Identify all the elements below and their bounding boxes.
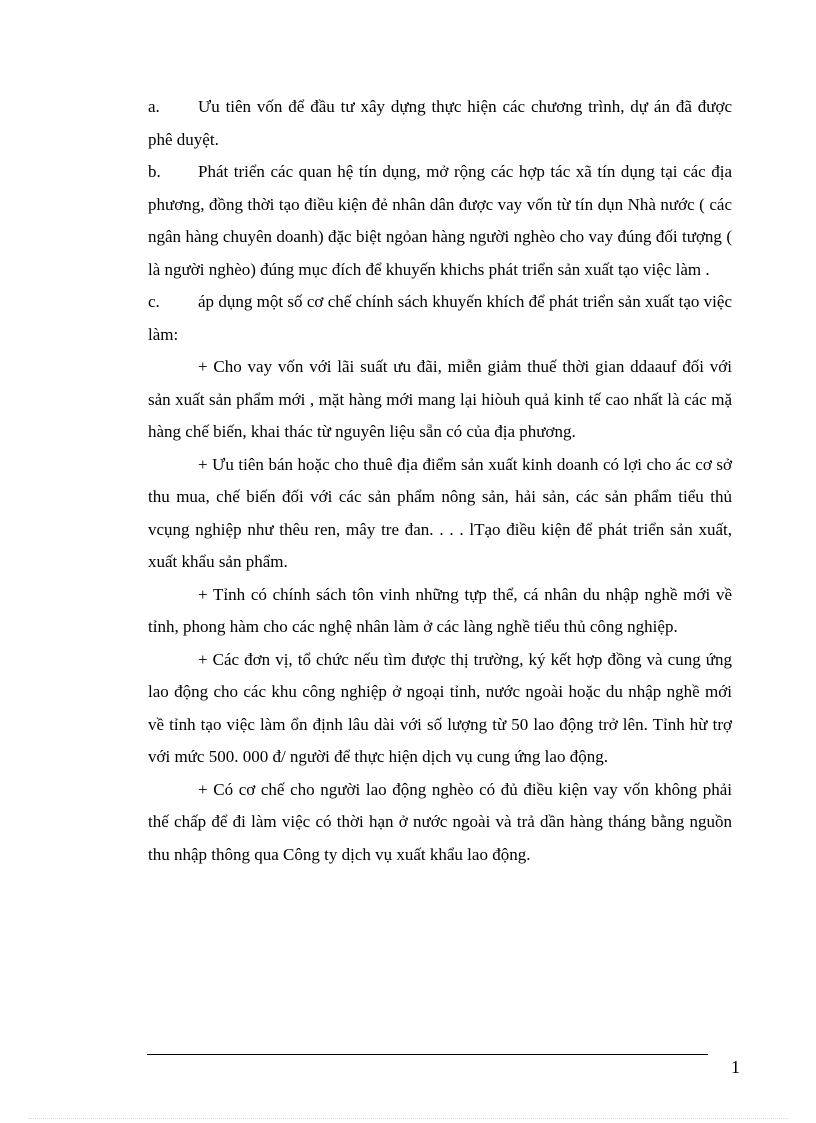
list-item-text: Ưu tiên vốn để đầu tư xây dựng thực hiện các chương trình, dự án đã được phê duyệt.: [148, 97, 732, 149]
paragraph-overseas-work-loans: + Có cơ chế cho người lao động nghèo có đủ điều kiện vay vốn không phải thế chấp để đi làm việc có thời hạn ở nước ngoài và trả dần hàng tháng bằng nguồn thu nhập thông qua Công ty dịch vụ xuất khẩu lao động.: [148, 779, 732, 864]
list-marker: b.: [148, 162, 161, 181]
list-item-a: [148, 91, 732, 156]
list-item-c: [148, 286, 732, 351]
list-marker: a.: [148, 97, 160, 116]
paragraph-credit-incentives: + Cho vay vốn với lãi suất ưu đãi, miễn giảm thuế thời gian ddaauf đối với sản xuất sản phẩm mới , mặt hàng mới mang lại hiòuh quả kinh tế cao nhất là các mặ hàng chế biến, khai thác từ nguyên liệu sẵn có của địa phương.: [148, 357, 732, 441]
list-item-text: áp dụng một số cơ chế chính sách khuyến khích để phát triển sản xuất tạo việc làm:: [148, 292, 732, 344]
paragraph-labour-supply-support: + Các đơn vị, tổ chức nếu tìm được thị trường, ký kết hợp đồng và cung ứng lao động cho các khu công nghiệp ở ngoại tỉnh, nước ngoài hoặc du nhập nghề mới về tỉnh tạo việc làm ổn định lâu dài với số lượng từ 50 lao động trở lên. Tỉnh hừ trợ với mức 500. 000 đ/ người để thực hiện dịch vụ cung ứng lao động.: [148, 649, 732, 766]
paragraph-craft-honours: + Tỉnh có chính sách tôn vinh những tựp thể, cá nhân du nhập nghề mới về tỉnh, phong hàm cho các nghệ nhân làm ở các làng nghề tiểu thủ công nghiệp.: [148, 584, 732, 636]
paragraph-business-premises: + Ưu tiên bán hoặc cho thuê địa điểm sản xuất kinh doanh có lợi cho ác cơ sở thu mua, chế biến đối với các sản phẩm nông sản, hải sản, các sản phẩm tiểu thủ vcụng nghiệp như thêu ren, mây tre đan. . . . lTạo điều kiện để phát triển sản xuất, xuất khẩu sản phẩm.: [148, 454, 732, 571]
page-bottom-edge: [28, 1118, 788, 1119]
page-number: 1: [731, 1057, 740, 1077]
list-item-b: [148, 156, 732, 286]
footer-divider: [147, 1054, 708, 1055]
list-item-text: Phát triển các quan hệ tín dụng, mở rộng các hợp tác xã tín dụng tại các địa phương, đồng thời tạo điều kiện đẻ nhân dân được vay vốn từ tín dụn Nhà nước ( các ngân hàng chuyên doanh) đặc biệt ngỏan hàng người nghèo cho vay đúng đối tượng ( là người nghèo) đúng mục đích để khuyến khichs phát triển sản xuất tạo việc làm .: [148, 162, 732, 279]
list-marker: c.: [148, 292, 160, 311]
body-text: [148, 91, 732, 871]
